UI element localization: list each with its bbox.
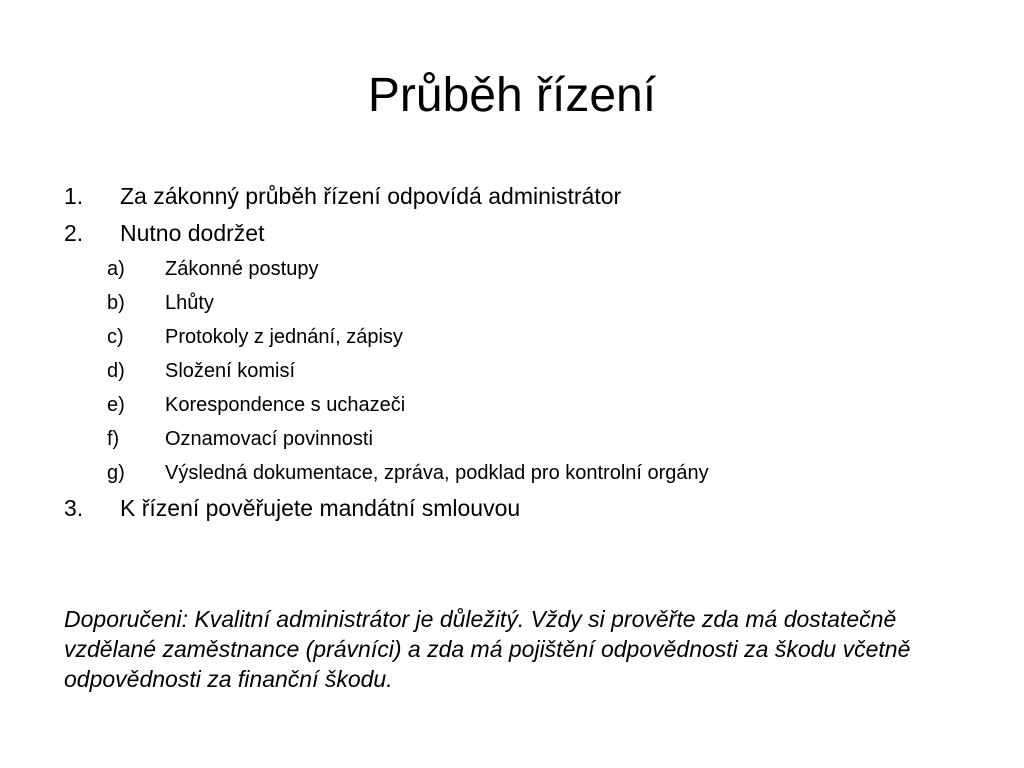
sub-item-c — [64, 320, 984, 354]
sub-item-b — [64, 286, 984, 320]
list-item-text: Nutno dodržet — [120, 220, 265, 246]
sub-item-a — [64, 252, 984, 286]
sub-item-d — [64, 354, 984, 388]
sub-item-f — [64, 422, 984, 456]
list-item-1 — [64, 178, 984, 215]
sub-item-g — [64, 456, 984, 490]
list-item-3 — [64, 490, 984, 527]
sub-item-text: Výsledná dokumentace, zpráva, podklad pro kontrolní orgány — [165, 462, 709, 484]
sub-item-text: Složení komisí — [165, 360, 296, 382]
sub-item-text: Oznamovací povinnosti — [165, 428, 373, 450]
sub-item-letter: a) — [107, 258, 125, 280]
list-item-number: 1. — [64, 183, 84, 209]
sub-item-letter: d) — [107, 360, 125, 382]
recommendation-note: Doporučeni: Kvalitní administrátor je důležitý. Vždy si prověřte zda má dostatečně vzdělané zaměstnance (právníci) a zda má pojištění odpovědnosti za škodu včetně odpovědnosti za finanční škodu. — [64, 606, 911, 692]
sub-item-text: Zákonné postupy — [165, 258, 319, 280]
list-item-2 — [64, 215, 984, 252]
list-item-number: 3. — [64, 495, 84, 521]
sub-item-e — [64, 388, 984, 422]
list-item-number: 2. — [64, 220, 84, 246]
list-item-text: K řízení pověřujete mandátní smlouvou — [120, 495, 521, 521]
numbered-list — [64, 178, 984, 527]
slide-title: Průběh řízení — [367, 69, 657, 122]
sub-item-text: Lhůty — [165, 292, 214, 314]
sub-item-letter: b) — [107, 292, 125, 314]
sub-item-letter: f) — [107, 428, 120, 450]
sub-item-text: Protokoly z jednání, zápisy — [165, 326, 403, 348]
sub-item-letter: c) — [107, 326, 124, 348]
sub-item-letter: g) — [107, 462, 125, 484]
list-item-text: Za zákonný průběh řízení odpovídá administrátor — [120, 183, 622, 209]
sub-item-letter: e) — [107, 394, 125, 416]
sub-item-text: Korespondence s uchazeči — [165, 394, 406, 416]
